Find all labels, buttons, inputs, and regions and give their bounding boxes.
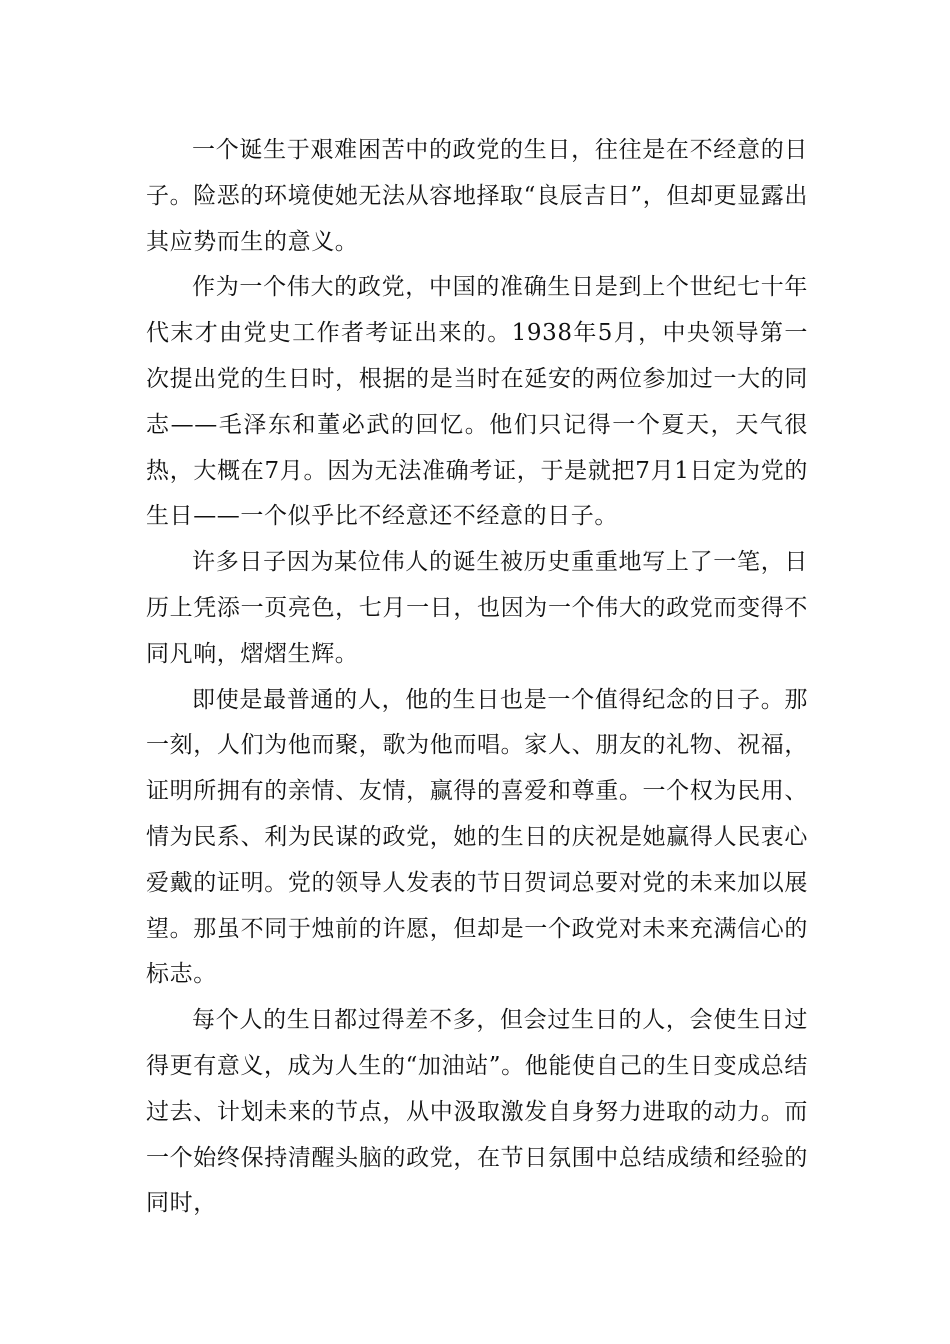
document-body — [146, 128, 808, 1227]
paragraph-5: 每个人的生日都过得差不多，但会过生日的人，会使生日过得更有意义，成为人生的“加油站”。他能使自己的生日变成总结过去、计划未来的节点，从中汲取激发自身努力进取的动力。而一个始终保持清醒头脑的政党，在节日氛围中总结成绩和经验的同时， — [146, 1007, 808, 1217]
paragraph-3: 许多日子因为某位伟人的诞生被历史重重地写上了一笔，日历上凭添一页亮色，七月一日，也因为一个伟大的政党而变得不同凡响，熠熠生辉。 — [146, 549, 808, 667]
paragraph-2: 作为一个伟大的政党，中国的准确生日是到上个世纪七十年代末才由党史工作者考证出来的。1938年5月，中央领导第一次提出党的生日时，根据的是当时在延安的两位参加过一大的同志——毛泽东和董必武的回忆。他们只记得一个夏天，天气很热，大概在7月。因为无法准确考证，于是就把7月1日定为党的生日——一个似乎比不经意还不经意的日子。 — [146, 274, 808, 530]
paragraph-4: 即使是最普通的人，他的生日也是一个值得纪念的日子。那一刻，人们为他而聚，歌为他而唱。家人、朋友的礼物、祝福，证明所拥有的亲情、友情，赢得的喜爱和尊重。一个权为民用、情为民系、利为民谋的政党，她的生日的庆祝是她赢得人民衷心爱戴的证明。党的领导人发表的节日贺词总要对党的未来加以展望。那虽不同于烛前的许愿，但却是一个政党对未来充满信心的标志。 — [146, 686, 808, 988]
paragraph-1: 一个诞生于艰难困苦中的政党的生日，往往是在不经意的日子。险恶的环境使她无法从容地择取“良辰吉日”，但却更显露出其应势而生的意义。 — [146, 137, 808, 255]
